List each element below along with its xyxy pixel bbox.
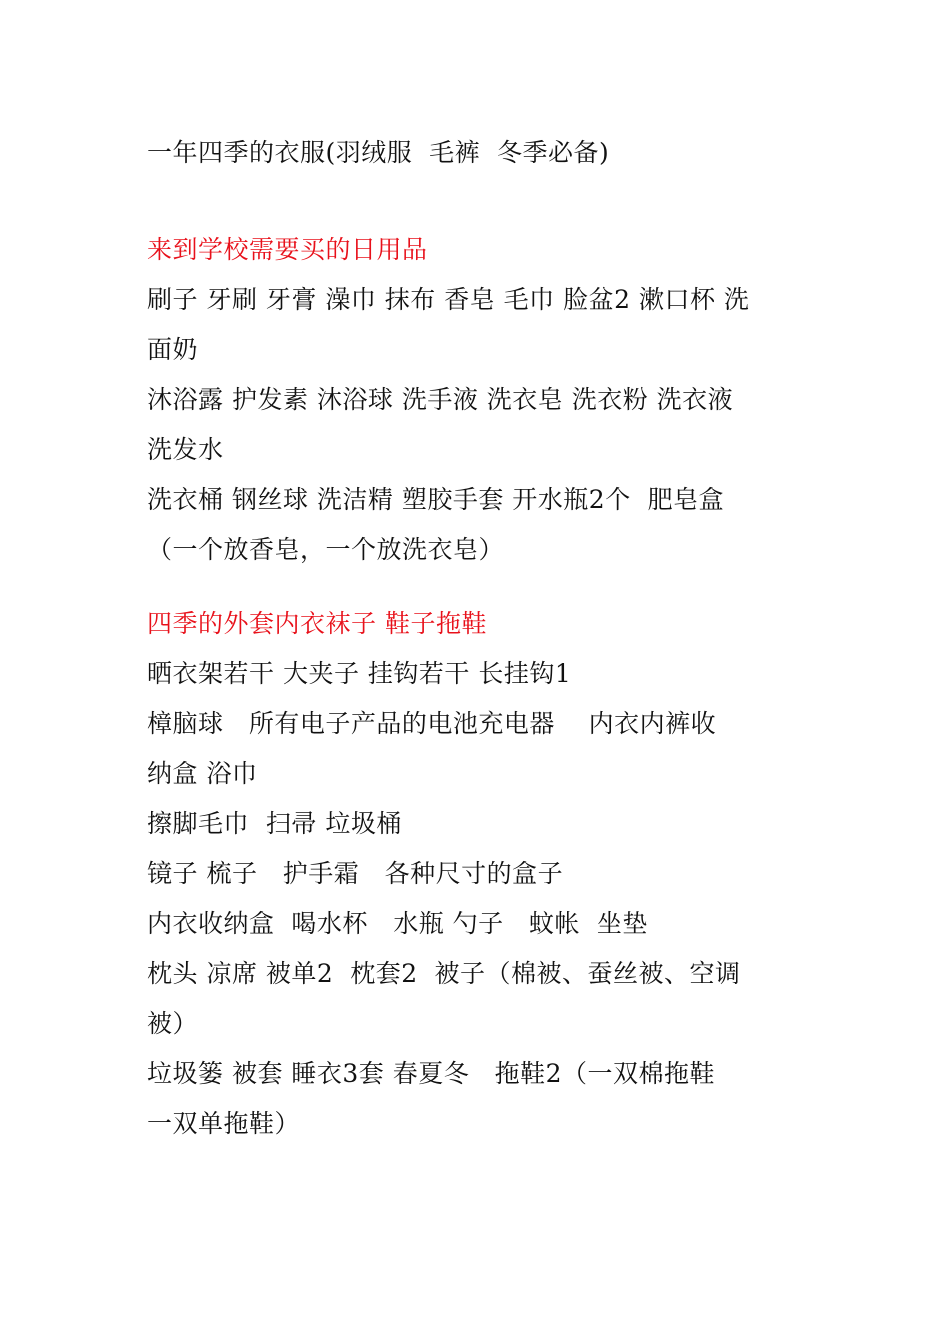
intro-line: 一年四季的衣服(羽绒服 毛裤 冬季必备): [147, 138, 610, 167]
section2-line-9: 垃圾篓 被套 睡衣3套 春夏冬 拖鞋2（一双棉拖鞋: [147, 1059, 715, 1088]
section1-line-3: 沐浴露 护发素 沐浴球 洗手液 洗衣皂 洗衣粉 洗衣液: [147, 385, 734, 414]
section2-line-6: 内衣收纳盒 喝水杯 水瓶 勺子 蚊帐 坐垫: [147, 909, 648, 938]
section2-line-5: 镜子 梳子 护手霜 各种尺寸的盒子: [147, 859, 564, 888]
section2-line-2: 樟脑球 所有电子产品的电池充电器 内衣内裤收: [147, 709, 717, 738]
section2-line-7: 枕头 凉席 被单2 枕套2 被子（棉被、蚕丝被、空调: [147, 959, 741, 988]
section1-line-2: 面奶: [147, 335, 199, 364]
section2-line-8: 被）: [147, 1009, 199, 1038]
section-heading-daily-items: 来到学校需要买的日用品: [147, 235, 428, 264]
section1-line-4: 洗发水: [147, 435, 224, 464]
section2-line-4: 擦脚毛巾 扫帚 垃圾桶: [147, 809, 402, 838]
section-heading-clothing: 四季的外套内衣袜子 鞋子拖鞋: [147, 609, 487, 638]
section1-line-1: 刷子 牙刷 牙膏 澡巾 抹布 香皂 毛巾 脸盆2 漱口杯 洗: [147, 285, 750, 314]
section2-line-10: 一双单拖鞋）: [147, 1109, 301, 1138]
section1-line-5: 洗衣桶 钢丝球 洗洁精 塑胶手套 开水瓶2个 肥皂盒: [147, 485, 725, 514]
section1-line-6: （一个放香皂，一个放洗衣皂）: [147, 535, 505, 564]
section2-line-1: 晒衣架若干 大夹子 挂钩若干 长挂钩1: [147, 659, 572, 688]
section2-line-3: 纳盒 浴巾: [147, 759, 258, 788]
